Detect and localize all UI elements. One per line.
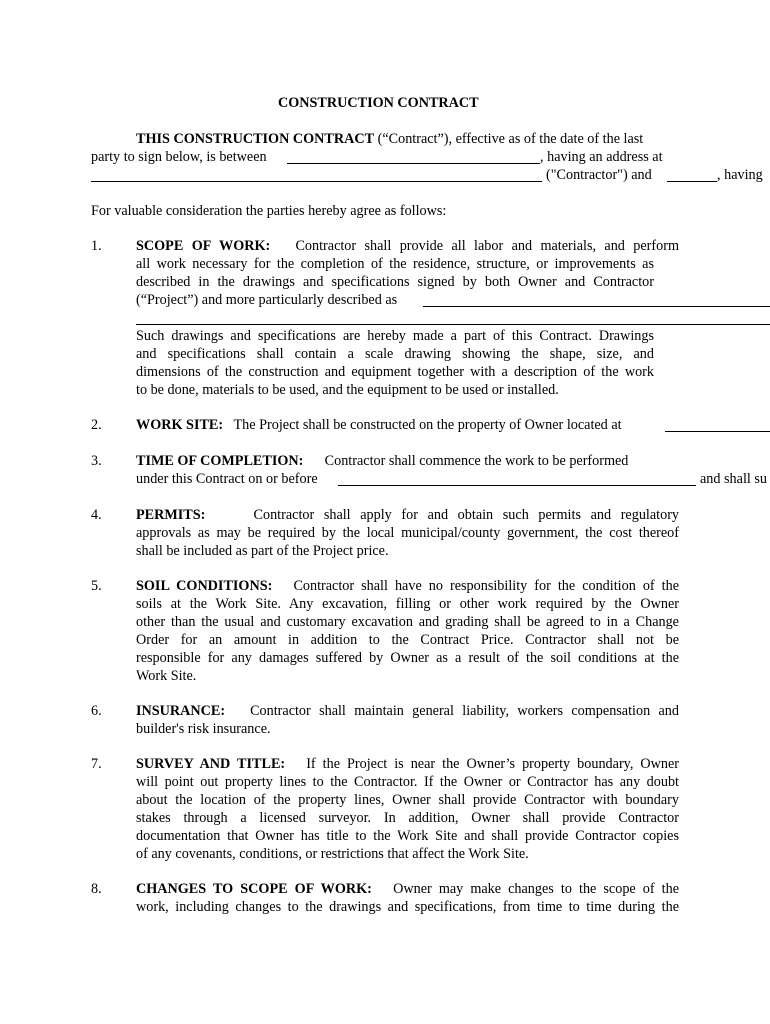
section-5-line-4: Order for an amount in addition to the Contract Price. Contractor shall not be [136, 632, 679, 648]
contractor-name-blank[interactable] [667, 181, 717, 182]
project-description-blank-1[interactable] [423, 306, 770, 307]
intro-bold: THIS CONSTRUCTION CONTRACT [136, 131, 375, 147]
section-7-heading: SURVEY AND TITLE: [136, 756, 286, 772]
section-6-line-1 [136, 702, 679, 720]
section-1-line-2: all work necessary for the completion of the residence, structure, or improvements as [136, 256, 654, 272]
section-5-line-1 [136, 577, 679, 595]
section-1-line-3: described in the drawings and specifications signed by both Owner and Contractor [136, 274, 654, 290]
section-1-para2-line-2: and specifications shall contain a scale drawing showing the shape, size, and [136, 346, 654, 362]
section-4-line-3: shall be included as part of the Project price. [136, 543, 389, 559]
commence-date-blank[interactable] [338, 485, 696, 486]
section-7-line-6: of any covenants, conditions, or restrictions that affect the Work Site. [136, 846, 529, 862]
section-5-text-1: Contractor shall have no responsibility for the condition of the [293, 578, 680, 594]
section-5-line-2: soils at the Work Site. Any excavation, filling or other work required by the Owner [136, 596, 679, 612]
work-site-location-blank[interactable] [665, 431, 770, 432]
intro-line-1 [136, 130, 643, 148]
section-1-para2-line-3: dimensions of the construction and equipment together with a description of the work [136, 364, 654, 380]
section-5-heading: SOIL CONDITIONS: [136, 578, 273, 594]
section-1-heading: SCOPE OF WORK: [136, 238, 271, 254]
page-title: CONSTRUCTION CONTRACT [278, 95, 479, 111]
consideration-text: For valuable consideration the parties hereby agree as follows: [91, 203, 447, 219]
section-6-heading: INSURANCE: [136, 703, 226, 719]
section-2-number: 2. [91, 417, 102, 433]
section-4-text-1: Contractor shall apply for and obtain such permits and regulatory [253, 507, 680, 523]
section-3-text-1: Contractor shall commence the work to be performed [324, 453, 629, 469]
section-3-heading: TIME OF COMPLETION: [136, 453, 304, 469]
intro-line-2a: party to sign below, is between [91, 149, 267, 165]
section-7-line-3: about the location of the property lines, Owner shall provide Contractor with boundary [136, 792, 679, 808]
section-7-line-4: stakes through a licensed surveyor. In addition, Owner shall provide Contractor [136, 810, 679, 826]
section-7-line-1 [136, 755, 679, 773]
section-6-line-2: builder's risk insurance. [136, 721, 271, 737]
section-2-line-1 [136, 416, 622, 434]
section-1-text-1: Contractor shall provide all labor and materials, and perform [295, 238, 679, 254]
section-1-para2-line-4: to be done, materials to be used, and the equipment to be used or installed. [136, 382, 559, 398]
intro-line-3a: ("Contractor") and [546, 167, 652, 183]
section-4-heading: PERMITS: [136, 507, 206, 523]
section-8-line-2: work, including changes to the drawings and specifications, from time to time during the [136, 899, 679, 915]
section-8-text-1: Owner may make changes to the scope of the [393, 881, 680, 897]
project-description-blank-2[interactable] [136, 324, 770, 325]
section-8-heading: CHANGES TO SCOPE OF WORK: [136, 881, 372, 897]
section-7-text-1: If the Project is near the Owner’s property boundary, Owner [306, 756, 680, 772]
section-8-number: 8. [91, 881, 102, 897]
section-3-number: 3. [91, 453, 102, 469]
owner-address-blank[interactable] [91, 181, 542, 182]
section-5-line-3: other than the usual and customary excavation and grading shall be agreed to in a Change [136, 614, 679, 630]
section-7-line-2: will point out property lines to the Contractor. If the Owner or Contractor has any doubt [136, 774, 679, 790]
intro-line-3b: , having [717, 167, 763, 183]
section-5-line-5: responsible for any damages suffered by Owner as a result of the soil conditions at the [136, 650, 679, 666]
section-2-text-1: The Project shall be constructed on the property of Owner located at [233, 417, 622, 433]
owner-name-blank[interactable] [287, 163, 540, 164]
section-3-line-2b: and shall su [700, 471, 767, 487]
section-6-text-1: Contractor shall maintain general liability, workers compensation and [250, 703, 679, 719]
section-5-line-6: Work Site. [136, 668, 197, 684]
section-7-number: 7. [91, 756, 102, 772]
section-5-number: 5. [91, 578, 102, 594]
intro-line-2b: , having an address at [540, 149, 663, 165]
section-1-number: 1. [91, 238, 102, 254]
section-4-line-2: approvals as may be required by the local municipal/county government, the cost thereof [136, 525, 679, 541]
section-4-line-1 [136, 506, 679, 524]
section-1-para2-line-1: Such drawings and specifications are hereby made a part of this Contract. Drawings [136, 328, 654, 344]
section-8-line-1 [136, 880, 679, 898]
section-7-line-5: documentation that Owner has title to the Work Site and shall provide Contractor copies [136, 828, 679, 844]
section-2-heading: WORK SITE: [136, 417, 224, 433]
section-1-line-4: (“Project”) and more particularly described as [136, 292, 398, 308]
intro-rest: (“Contract”), effective as of the date of the last [374, 131, 644, 147]
section-3-line-2: under this Contract on or before [136, 471, 318, 487]
section-3-line-1 [136, 452, 628, 470]
section-1-line-1 [136, 237, 679, 255]
section-4-number: 4. [91, 507, 102, 523]
section-6-number: 6. [91, 703, 102, 719]
